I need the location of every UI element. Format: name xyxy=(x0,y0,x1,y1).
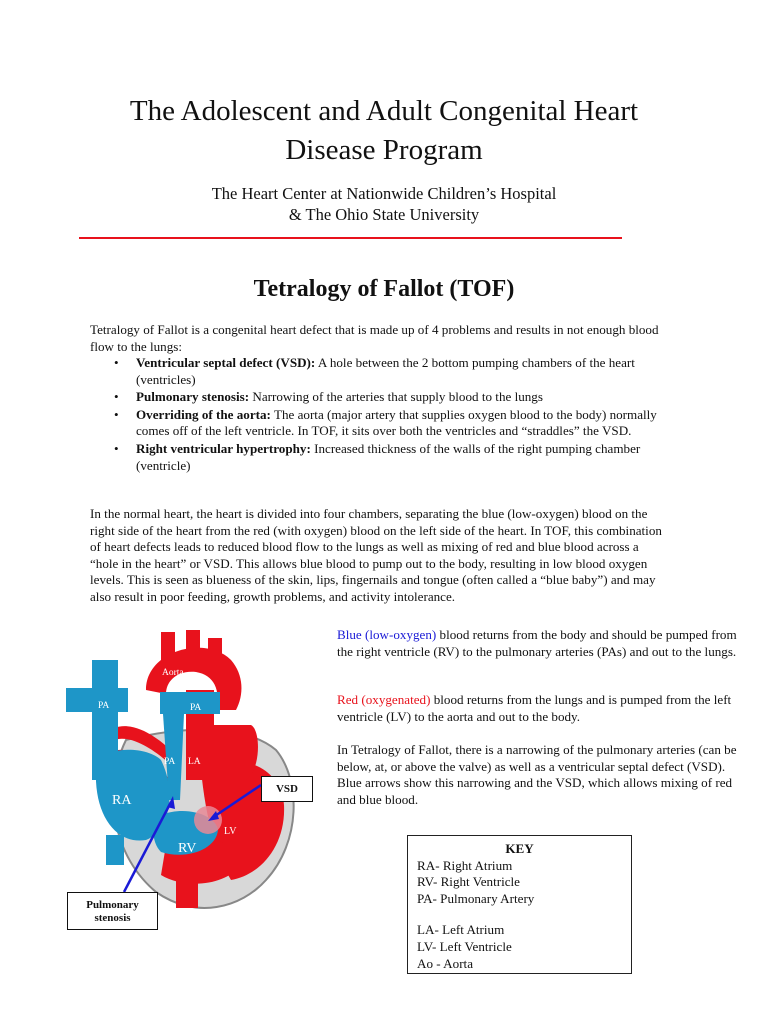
intro-paragraph: Tetralogy of Fallot is a congenital heart defect that is made up of 4 problems and results in not enough blood flow to the lungs: xyxy=(90,322,659,354)
list-item-term: Right ventricular hypertrophy: xyxy=(136,440,311,456)
label-pa-right: PA xyxy=(190,703,202,713)
key-item-ra: RA- Right Atrium xyxy=(417,857,513,873)
header-divider xyxy=(79,237,622,239)
key-item-la: LA- Left Atrium xyxy=(417,922,505,938)
list-item-text: Narrowing of the arteries that supply blood to the lungs xyxy=(249,389,543,405)
list-item-text: Increased thickness of the walls of the right pumping chamber (ventricle) xyxy=(136,440,641,473)
label-la: LA xyxy=(188,757,201,767)
list-item-term: Ventricular septal defect (VSD): xyxy=(136,355,316,370)
key-title: KEY xyxy=(505,841,534,856)
vsd-mixing-spot xyxy=(194,806,222,834)
list-item xyxy=(112,441,682,474)
bullet-icon: • xyxy=(114,389,119,405)
blue-blood-lead: Blue (low-oxygen) xyxy=(337,627,437,642)
list-item-text: A hole between the 2 bottom pumping chambers of the heart (ventricles) xyxy=(136,355,635,387)
bullet-icon: • xyxy=(114,355,119,370)
stenosis-callout-line-1: Pulmonary xyxy=(86,899,139,911)
vsd-callout-label: VSD xyxy=(275,783,298,795)
label-ra: RA xyxy=(112,793,132,808)
subtitle-line-2: & The Ohio State University xyxy=(288,205,480,224)
key-item-pa: PA- Pulmonary Artery xyxy=(417,890,535,906)
red-blood-lead: Red (oxygenated) xyxy=(337,692,431,707)
key-item-lv: LV- Left Ventricle xyxy=(417,938,512,954)
pulmonary-artery-left xyxy=(66,688,128,712)
key-item-ao: Ao - Aorta xyxy=(417,955,473,971)
vsd-callout xyxy=(261,776,313,802)
label-rv: RV xyxy=(178,841,197,856)
red-blood-text: blood returns from the lungs and is pumped from the left ventricle (LV) to the aorta and out to the body. xyxy=(337,692,732,724)
document-subtitle xyxy=(60,183,708,225)
label-aorta: Aorta xyxy=(162,668,184,678)
explanation-paragraph: In the normal heart, the heart is divided into four chambers, separating the blue (low-oxygen) blood on the right side of the heart from the red (with oxygen) blood on the left side of the heart. In TOF, this combination of heart defects leads to reduced blood flow to the lungs as well as mixing of red and blue blood across a “hole in the heart” or VSD. This allows blue blood to pump out to the body, resulting in low blood oxygen levels. This is seen as blueness of the skin, lips, fingernails and tongue (often called a “blue baby”) and may also result in poor feeding, growth problems, and activity intolerance. xyxy=(90,506,662,604)
stenosis-callout-line-2: stenosis xyxy=(94,912,131,924)
list-item xyxy=(112,389,682,406)
subtitle-line-1: The Heart Center at Nationwide Children’s Hospital xyxy=(211,184,557,203)
bullet-icon: • xyxy=(114,406,119,422)
document-title xyxy=(60,92,708,170)
aorta-upper-branch-1 xyxy=(161,632,175,660)
list-item-term: Overriding of the aorta: xyxy=(136,406,271,422)
left-atrium-shape xyxy=(206,725,258,780)
key-item-rv: RV- Right Ventricle xyxy=(417,874,520,890)
aorta-upper-branch-3 xyxy=(208,638,222,662)
superior-vena-cava xyxy=(92,660,118,780)
title-line-1: The Adolescent and Adult Congenital Heart xyxy=(129,95,639,127)
list-item xyxy=(112,355,682,388)
blue-blood-text: blood returns from the body and should be pumped from the right ventricle (RV) to the pulmonary arteries (PAs) and out to the lungs. xyxy=(337,627,737,659)
label-pa-center: PA xyxy=(164,757,176,767)
list-item xyxy=(112,407,682,440)
key-box xyxy=(407,835,632,974)
bullet-icon: • xyxy=(114,440,119,456)
list-item-term: Pulmonary stenosis: xyxy=(136,389,250,405)
label-pa-left: PA xyxy=(98,701,110,711)
defect-list xyxy=(112,355,682,475)
aorta-upper-branch-2 xyxy=(186,630,200,654)
key-spacer xyxy=(408,907,631,922)
red-blood-paragraph xyxy=(337,692,737,725)
label-lv: LV xyxy=(224,826,237,837)
descending-aorta xyxy=(176,868,198,908)
section-heading: Tetralogy of Fallot (TOF) xyxy=(253,276,515,302)
title-line-2: Disease Program xyxy=(285,134,483,166)
blue-blood-paragraph xyxy=(337,627,737,660)
pulmonary-stenosis-callout xyxy=(67,892,158,930)
list-item-text: The aorta (major artery that supplies oxygen blood to the body) normally comes off of the left ventricle. In TOF, it sits over both the ventricles and “straddles” the VSD. xyxy=(136,406,657,439)
inferior-vena-cava xyxy=(106,835,124,865)
tof-paragraph: In Tetralogy of Fallot, there is a narrowing of the pulmonary arteries (can be below, at, or above the valve) as well as a ventricular septal defect (VSD). Blue arrows show this narrowing and the VSD, which allows mixing of red and blue blood. xyxy=(337,742,737,807)
